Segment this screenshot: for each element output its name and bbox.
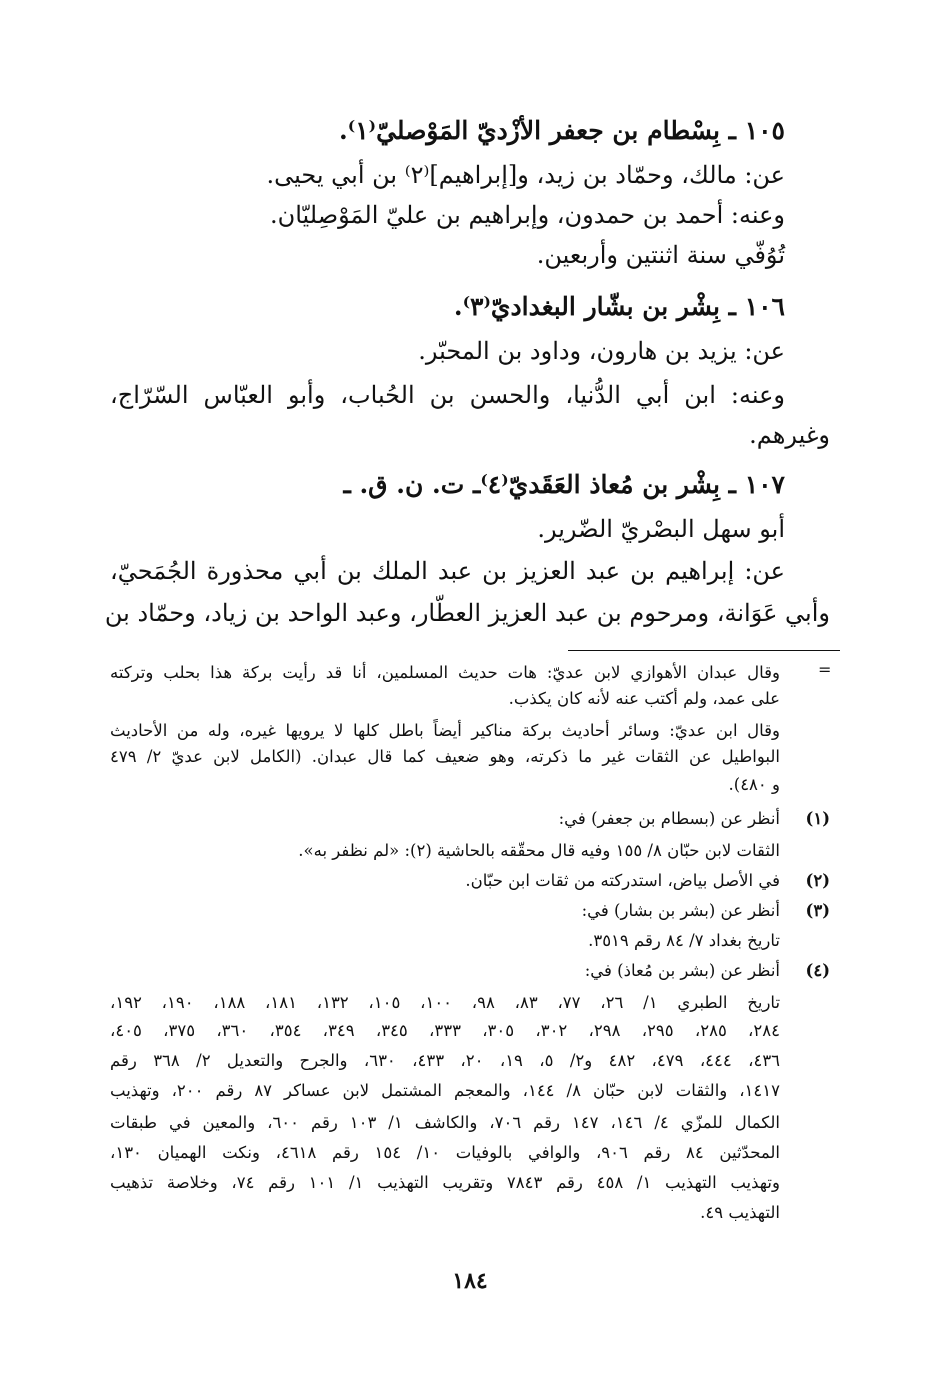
footnote-separator — [568, 650, 840, 651]
footnote-cont-line-2: على عمد، ولم أكتب عنه لأنه كان يكذب. — [508, 689, 780, 708]
footnote-4-number: (٤) — [805, 961, 830, 980]
entry-106-teachers: عن: يزيد بن هارون، وداود بن المحبّر. — [418, 337, 785, 365]
footnote-1-line-2: الثقات لابن حبّان ٨/ ١٥٥ وفيه قال محقّقه بالحاشية (٢): «لم نظفر به». — [298, 841, 780, 860]
entry-106-title: ١٠٦ ـ بِشْر بن بشّار البغداديّ⁽٣⁾. — [453, 292, 785, 321]
page-number: ١٨٤ — [452, 1268, 488, 1294]
entry-107-teachers-cont: وأبي عَوَانة، ومرحوم بن عبد العزيز العطّار، وعبد الواحد بن زياد، وحمّاد بن — [104, 599, 830, 627]
entry-107-kunya: أبو سهل البصْريّ الضّرير. — [537, 515, 785, 543]
entry-107-teachers: عن: إبراهيم بن عبد العزيز بن عبد الملك بن أبي محذورة الجُمَحيّ، — [110, 557, 785, 585]
entry-105-title: ١٠٥ ـ بِسْطام بن جعفر الأزْديّ المَوْصليّ⁽١⁾. — [339, 116, 785, 145]
entry-105-death: تُوُفّي سنة اثنتين وأربعين. — [536, 241, 785, 269]
footnote-cont-line-5: و ٤٨٠). — [728, 775, 780, 794]
footnote-4-line-3: ٢٨٤، ٢٨٥، ٢٩٥، ٢٩٨، ٣٠٢، ٣٠٥، ٣٣٣، ٣٤٥، ٣٤٩، ٣٥٤، ٣٦٠، ٣٧٥، ٤٠٥، — [110, 1021, 780, 1040]
footnote-1-number: (١) — [805, 809, 830, 828]
footnote-4-line-4: ٤٣٦، ٤٤٤، ٤٧٩، ٤٨٢ و٢/ ٥، ١٩، ٢٠، ٤٣٣، ٦٣٠، والجرح والتعديل ٢/ ٣٦٨ رقم — [110, 1051, 781, 1070]
footnote-4-line-5: ١٤١٧، والثقات لابن حبّان ٨/ ١٤٤، والمعجم المشتمل لابن عساكر ٨٧ رقم ٢٠٠، وتهذيب — [110, 1081, 780, 1100]
footnote-cont-line-1: وقال عبدان الأهوازي لابن عديّ: هات حديث المسلمين، أنا قد رأيت بركة هذا بحلب وتركته — [110, 663, 780, 682]
footnote-4-line-1: أنظر عن (بشر بن مُعاذ) في: — [584, 961, 780, 980]
footnote-cont-line-4: البواطيل عن الثقات غير ما ذكرته، وهو ضعيف كما قال عبدان. (الكامل لابن عديّ ٢/ ٤٧٩ — [110, 747, 780, 766]
continuation-marker: = — [818, 660, 832, 679]
footnote-4-line-6: الكمال للمزّي ٤/ ١٤٦، ١٤٧ رقم ٧٠٦، والكاشف ١/ ١٠٣ رقم ٦٠٠، والمعين في طبقات — [110, 1113, 780, 1132]
footnote-3-number: (٣) — [805, 901, 830, 920]
footnote-4-line-2: تاريخ الطبري ١/ ٢٦، ٧٧، ٨٣، ٩٨، ١٠٠، ١٠٥، ١٣٢، ١٨١، ١٨٨، ١٩٠، ١٩٢، — [110, 993, 781, 1012]
footnote-4-line-8: وتهذيب التهذيب ١/ ٤٥٨ رقم ٧٨٤٣ وتقريب التهذيب ١/ ١٠١ رقم ٧٤، وخلاصة تذهيب — [110, 1173, 780, 1192]
footnote-cont-line-3: وقال ابن عديّ: وسائر أحاديث بركة مناكير أيضاً باطل كلها لا يرويها غيره، وله من الأحاديث — [110, 721, 780, 740]
entry-107-title: ١٠٧ ـ بِشْر بن مُعاذ العَقَديّ⁽٤⁾ـ ت. ن. ق. ـ — [343, 470, 785, 499]
entry-105-teachers: عن: مالك، وحمّاد بن زيد، و[إبراهيم]⁽٢⁾ بن أبي يحيى. — [266, 161, 785, 189]
entry-106-students: وعنه: ابن أبي الدُّنيا، والحسن بن الحُباب، وأبو العبّاس السّرّاج، — [110, 381, 785, 409]
footnote-1-line-1: أنظر عن (بسطام بن جعفر) في: — [558, 809, 780, 828]
footnote-4-line-7: المحدّثين ٨٤ رقم ٩٠٦، والوافي بالوفيات ١٠/ ١٥٤ رقم ٤٦١٨، ونكت الهميان ١٣٠، — [110, 1143, 781, 1162]
footnote-2-number: (٢) — [805, 871, 830, 890]
entry-105-students: وعنه: أحمد بن حمدون، وإبراهيم بن عليّ المَوْصِليّان. — [269, 201, 785, 229]
entry-106-students-cont: وغيرهم. — [749, 421, 830, 449]
footnote-2-line-1: في الأصل بياض، استدركته من ثقات ابن حبّان. — [465, 871, 780, 890]
footnote-4-line-9: التهذيب ٤٩. — [700, 1203, 780, 1222]
footnote-3-line-2: تاريخ بغداد ٧/ ٨٤ رقم ٣٥١٩. — [588, 931, 780, 950]
footnote-3-line-1: أنظر عن (بشر بن بشار) في: — [581, 901, 780, 920]
